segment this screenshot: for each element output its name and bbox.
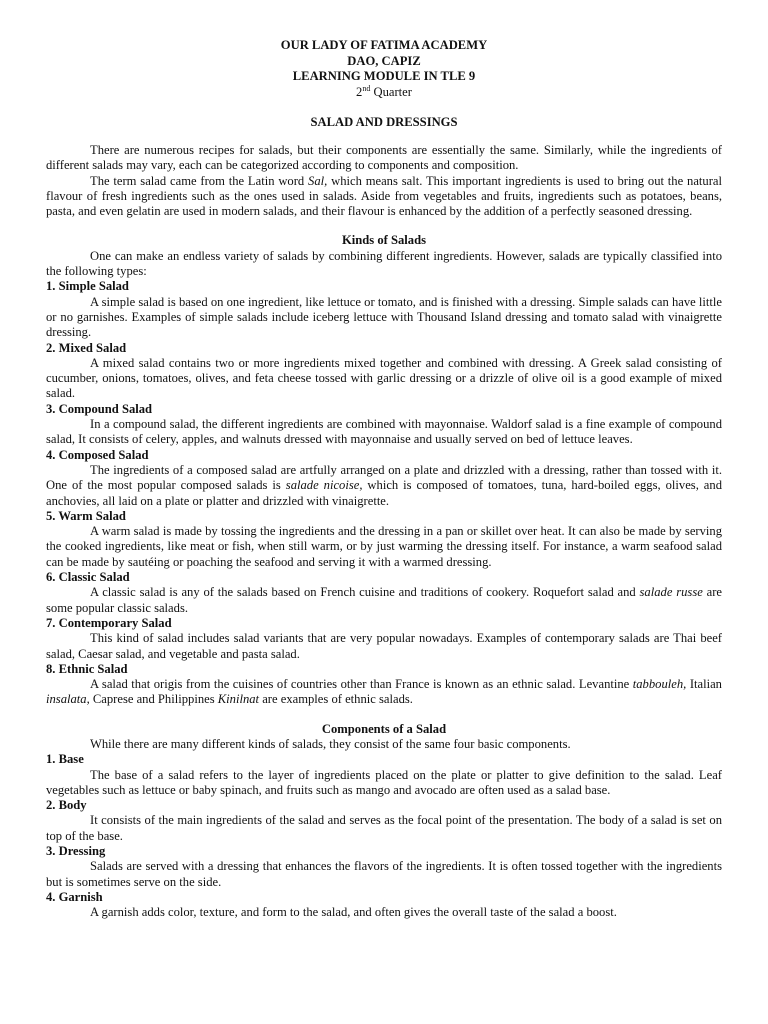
kind-text: A salad that origis from the cuisines of countries other than France is known as an ethnic salad. Levantine tabbouleh, Italian insalata, Caprese and Philippines Kinilnat are examples of ethnic salads. xyxy=(46,677,722,707)
kind-text: In a compound salad, the different ingredients are combined with mayonnaise. Waldorf salad is a fine example of compound salad, It consists of celery, apples, and walnuts dressed with mayonnaise and usually served on bed of lettuce leaves. xyxy=(46,417,722,447)
document-title: SALAD AND DRESSINGS xyxy=(310,115,458,129)
school-name: OUR LADY OF FATIMA ACADEMY xyxy=(280,38,488,52)
kind-text: This kind of salad includes salad variants that are very popular nowadays. Examples of contemporary salads are Thai beef salad, Caesar salad, and vegetable and pasta salad. xyxy=(46,631,722,661)
kind-title: 2. Mixed Salad xyxy=(46,340,127,355)
kind-text: A warm salad is made by tossing the ingredients and the dressing in a pan or skillet over heat. It can also be made by serving the cooked ingredients, like meat or fish, when still warm, or by just warming the dressing itself. For instance, a warm seafood salad can be made by sautéing or poaching the seafood and serving it with a warmed dressing. xyxy=(46,524,722,569)
kind-text: A simple salad is based on one ingredient, like lettuce or tomato, and is finished with a dressing. Simple salads can have little or no garnishes. Examples of simple salads include iceberg lettuce with Thousand Island dressing and tomato salad with vinaigrette dressing. xyxy=(46,294,722,340)
module-title: LEARNING MODULE IN TLE 9 xyxy=(292,69,476,83)
quarter-label: 2nd Quarter xyxy=(356,83,412,99)
kind-title: 3. Compound Salad xyxy=(46,401,153,416)
component-text: The base of a salad refers to the layer of ingredients placed on the plate or platter to give definition to the salad. Leaf vegetables such as lettuce or baby spinach, and fruits such as mango and avocado are often used as a salad base. xyxy=(46,767,722,797)
components-intro: While there are many different kinds of salads, they consist of the same four basic components. xyxy=(90,736,571,751)
school-location: DAO, CAPIZ xyxy=(347,53,421,68)
kinds-heading: Kinds of Salads xyxy=(342,233,426,248)
component-text: Salads are served with a dressing that enhances the flavors of the ingredients. It is often tossed together with the ingredients but is sometimes serve on the side. xyxy=(46,859,722,889)
kind-text: A classic salad is any of the salads based on French cuisine and traditions of cookery. Roquefort salad and salade russe are some popular classic salads. xyxy=(46,585,722,615)
kinds-intro: One can make an endless variety of salads by combining different ingredients. However, salads are typically classified into the following types: xyxy=(46,248,722,279)
components-heading: Components of a Salad xyxy=(321,721,447,736)
kind-text: A mixed salad contains two or more ingredients mixed together and combined with dressing. A Greek salad consisting of cucumber, onions, tomatoes, olives, and feta cheese tossed with garlic dressing or a drizzle of olive oil is a good example of mixed salad. xyxy=(46,355,722,401)
intro-paragraph: There are numerous recipes for salads, but their components are essentially the same. Similarly, while the ingredients of different salads may vary, each can be categorized according to components and composition. xyxy=(46,143,722,173)
component-text: It consists of the main ingredients of the salad and serves as the focal point of the presentation. The body of a salad is set on top of the base. xyxy=(46,813,722,843)
document-header xyxy=(46,38,722,100)
kind-title: 5. Warm Salad xyxy=(46,508,126,523)
kind-title: 8. Ethnic Salad xyxy=(46,661,128,676)
intro-paragraph: The term salad came from the Latin word Sal, which means salt. This important ingredients is used to bring out the natural flavour of fresh ingredients such as the ones used in salads. Aside from vegetables and fruits, ingredients such as potatoes, beans, pasta, and even gelatin are used in modern salads, and their flavour is enhanced by the addition of a perfectly seasoned dressing. xyxy=(46,173,722,219)
component-title: 1. Base xyxy=(46,752,84,767)
kind-title: 6. Classic Salad xyxy=(46,570,130,585)
component-title: 4. Garnish xyxy=(46,889,103,904)
kind-title: 1. Simple Salad xyxy=(46,279,129,294)
kind-title: 4. Composed Salad xyxy=(46,447,149,462)
kind-text: The ingredients of a composed salad are artfully arranged on a plate and drizzled with a dressing, rather than tossed with it. One of the most popular composed salads is salade nicoise, which is composed of tomatoes, tuna, hard-boiled eggs, olives, and anchovies, all laid on a plate or platter and drizzled with vinaigrette. xyxy=(46,462,722,508)
component-text: A garnish adds color, texture, and form to the salad, and often gives the overall taste of the salad a boost. xyxy=(90,905,617,920)
component-title: 2. Body xyxy=(46,798,87,813)
kind-title: 7. Contemporary Salad xyxy=(46,615,172,630)
component-title: 3. Dressing xyxy=(46,844,106,859)
